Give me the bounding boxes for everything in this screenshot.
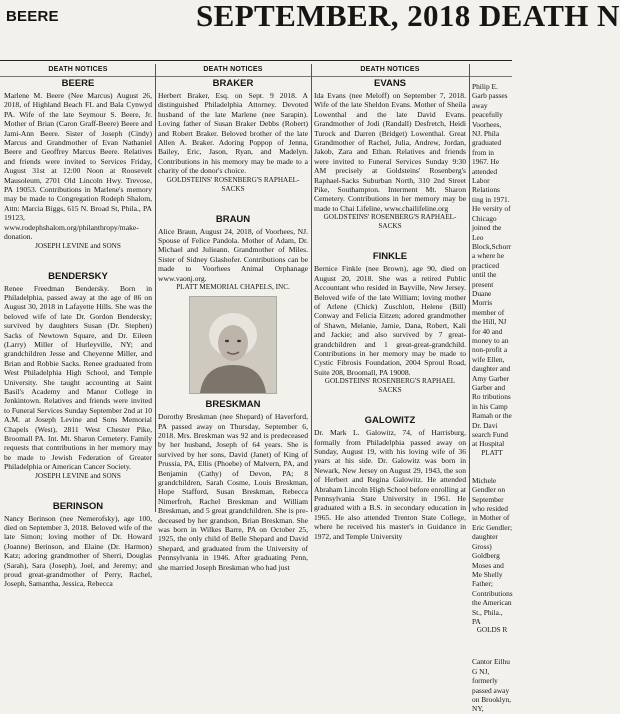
obituary-text-berinson: Nancy Berinson (nee Nemerofsky), age 100, died on September 3, 2018. Beloved wife of the late Simon; loving mother of Dr. Howard (Joanne) Berinson, and Elaine (Dr. Harmon) Katz; adoring grandmother of Sherri, Douglas (Sarah), Sara (Joseph), Joel, and Jeremy; and proud great-grandmother of Perry, Rachel, Joseph, Samantha, Jessica, Rebecca bbox=[4, 513, 152, 589]
obituary-text-finkle: Bernice Finkle (nee Brown), age 90, died on August 20, 2018. She was a retired Public Accountant who resided in Bayville, New Jersey. Beloved wife of the late William; loving mother of Arlene (Chick) Zuschlott, Helene (Bill) Conway and Felicia Eitzen; adored grandmother of Shawn, Melanie, Jamie, Dana, Robert, Kali and Jackie; and also survived by 7 great-grandchildren and 1 great-great-grandchild. Contributions in her memory may be made to Cystic Fibrosis Foundation, 2004 Sproul Road, Suite 208, Broomall, PA 19008. bbox=[314, 264, 466, 377]
section-word: BEERE bbox=[6, 8, 59, 25]
column-3-section-bar: DEATH NOTICES bbox=[360, 66, 420, 73]
obituary-column-4-partial bbox=[472, 82, 513, 714]
obituary-text-evans: Ida Evans (nee Meloff) on September 7, 2018. Wife of the late Sheldon Evans. Mother of Sheila Lowenthal and the late David Evans. Grandmother of Jodi (Randall) Desfretch, Heidi Turock and Darren (Bridget) Lowenthal. Great Grandmother of Rachel, Julia, Andrew, Jordan, Jakob, Zara and Ethan. Relatives and friends were invited to Funeral Services Sunday 9:30 AM precisely at Goldsteins' Rosenberg's Raphael-Sacks Suburban North, 310 2nd Street Pike, Southampton. Interment Mt. Sharon Cemetery. Contributions in her memory may be made to Chai Lifeline, www.chailifeline.org bbox=[314, 91, 466, 213]
obituary-column-1 bbox=[4, 78, 152, 589]
funeral-home-signature: JOSEPH LEVINE and SONS bbox=[35, 241, 121, 250]
obituary-text-beere: Marlene M. Beere (Nee Marcus) August 26, 2018, of Highland Beach FL and Bala Cynwyd PA. Wife of the late Seymour S. Beere, Jr. Mother of Brian (Caron Graff-Beere) Beere and Jami-Ann Beere. Sister of Joseph (Cindy) Marcus and Grandmother of Evan Nathaniel Beere and Geoffrey Marcus Beere. Relatives and friends were invited to Services Friday, August 31st at 12:00 Noon at Roosevelt Mausoleum, 2701 Old Lincoln Hwy. Trevose, PA 19053. Contributions in Marlene's memory may be made to Congregation Rodeph Shalom, Attn: Marcia Biggs, 615 N. Broad St, Phila., PA 19123, www.rodephshalom.org/philanthropy/make-donation. bbox=[4, 91, 152, 242]
funeral-home-signature: GOLDS R bbox=[476, 626, 508, 635]
funeral-home-signature: GOLDSTEINS' ROSENBERG'S RAPHAEL SACKS bbox=[324, 377, 456, 395]
funeral-home-signature: PLATT MEMORIAL CHAPELS, INC. bbox=[176, 283, 290, 292]
column-divider bbox=[469, 64, 470, 512]
headline-rule bbox=[0, 60, 512, 61]
obituary-name-evans: EVANS bbox=[373, 78, 407, 89]
funeral-home-signature: JOSEPH LEVINE and SONS bbox=[35, 471, 121, 480]
obituary-name-galowitz: GALOWITZ bbox=[364, 415, 416, 427]
page-headline: SEPTEMBER, 2018 DEATH N bbox=[196, 0, 620, 33]
obituary-text-garber-partial: Philip E. Garb passes away peacefully Voorhees, NJ. Phila graduated from in 1967. He attended Labor Relations ting in 1971. He versity of Chicago joined the Leo Block,Schorr a where he practiced until the present Duane Morris member of the Hill, NJ for 40 and money to an non-profit a wife Ellen, daughter and Amy Garber Garber and Ro tributions in his Camp Ramah or the Dr. Davi search Fund at Hospital bbox=[472, 82, 512, 449]
obituary-text-braker: Herbert Braker, Esq. on Sept. 9 2018. A distinguished Philadelphia Attorney. Devoted husband of the late Marlene (nee Sarapin). Loving father of Susan Braker Debbs (Robert) and Robert Braker. Beloved brother of the late Allen A. Braker. Adoring Poppop of Jenna, Bailey, Eric, Jason, Ryan, and Madelyn. Contributions in his memory may be made to a charity of the donor's choice. bbox=[158, 91, 308, 176]
obituary-text-gendler-partial: Michele Gendler on September who resided in Mother of Eric Gendler; daughter Gross) Goldberg Moses and Me Shelly Father; Contributions the American St., Phila., PA bbox=[472, 475, 513, 626]
obituary-name-finkle: FINKLE bbox=[372, 251, 408, 263]
funeral-home-signature: GOLDSTEINS' ROSENBERG'S RAPHAEL-SACKS bbox=[323, 213, 457, 231]
obituary-name-berinson: BERINSON bbox=[52, 500, 104, 512]
column-1-section-bar: DEATH NOTICES bbox=[48, 66, 108, 73]
column-2-section-bar: DEATH NOTICES bbox=[203, 66, 263, 73]
obituary-text-breskman: Dorothy Breskman (nee Shepard) of Haverford, PA passed away on Thursday, September 6, 2018. Mrs. Breskman was 92 and is predeceased by her husband, Joseph of 64 years. She is survived by her sons, David (Janet) of King of Prussia, PA, Ellis (Phoebe) of Malvern, PA, and Benjamin (Cathy) of Devon, PA; 8 grandchildren, Sarah Cosme, Louis Breskman, Hope Stafford, Susan Breskman, Rebecca Nimerfroh, Rachel Breskman and William Breskman, and 5 great grandchildren. She is pre-deceased by her grandson, Brian Breskman. She was born in Wilkes Barre, PA on October 25, 1925, the only child of Belle Shepard and David Shepard, and graduated from the University of Pennsylvania in 1946. After graduating Penn, she married Joseph Breskman who had just bbox=[158, 412, 308, 572]
funeral-home-signature: GOLDSTEINS' ROSENBERG'S RAPHAEL-SACKS bbox=[166, 175, 300, 193]
obituary-name-braker: BRAKER bbox=[212, 78, 254, 89]
obituary-name-breskman: BRESKMAN bbox=[205, 399, 261, 411]
obituary-name-beere: BEERE bbox=[61, 78, 95, 89]
column-divider bbox=[155, 64, 156, 512]
section-bar-rule bbox=[0, 76, 512, 77]
portrait-photo bbox=[189, 296, 277, 394]
obituary-text-cantor-partial: Cantor Eilhu G NJ, formerly passed away on Brooklyn, NY, bbox=[472, 657, 512, 714]
column-divider bbox=[311, 64, 312, 512]
obituary-column-3 bbox=[314, 78, 466, 541]
funeral-home-signature: PLATT bbox=[481, 448, 503, 457]
obituary-text-braun: Alice Braun, August 24, 2018, of Voorhees, NJ. Spouse of Felice Pandola. Mother of Adam, Dr. Michael and Julieann. Grandmother of Miles. Sister of Sidney Glashofer. Contributions can be made to Voorhees Animal Orphanage www.vaonj.org. bbox=[158, 226, 308, 283]
obituary-column-2 bbox=[158, 78, 308, 572]
obituary-text-galowitz: Dr. Mark L. Galowitz, 74, of Harrisburg, formally from Philadelphia passed away on Sunday, August 19, with his loving wife of 36 years at his side. Dr. Galowitz was born in Newark, New Jersey on August 29, 1943, the son of Herbert and Regina Galowitz. He attended Abraham Lincoln High School before enrolling at Pennsylvania State University in 1961. He graduated with a B.S. in secondary education in 1965. He also attended Trenton State College, where he received his master's in Guidance in 1972, and Temple University bbox=[314, 428, 466, 541]
portrait-illustration bbox=[190, 297, 276, 393]
obituary-name-bendersky: BENDERSKY bbox=[48, 270, 108, 282]
obituary-name-braun: BRAUN bbox=[215, 213, 251, 225]
obituary-text-bendersky: Renee Freedman Bendersky. Born in Philadelphia, passed away at the age of 86 on August 30, 2018 in Lafayette Hills. She was the beloved wife of late Dr. Gordon Bendersky; survived by daughters Susan (Dr. Stephen) Sacks of Newtown Square, and Dr. Eileen (Larry) Miller of Hurleyville, NY; and grandchildren Jesse and Cheyenne Miller, and Brian and Robbie Sacks. Renee graduated from West Philadelphia High School, and Temple University. She taught accounting at Saint Basil's Academy and Manor College in Jenkintown. Relatives and friends were invited to Funeral Services Sunday September 2nd at 10 A.M. at Joseph Levine and Sons Memorial Chapels (West), 2811 West Chester Pike, Broomall PA. Int. Mt. Sharon Cemetery. Family requests that contributions in her memory may be made to Jewish Federation of Greater Philadelphia or American Cancer Society. bbox=[4, 283, 152, 472]
